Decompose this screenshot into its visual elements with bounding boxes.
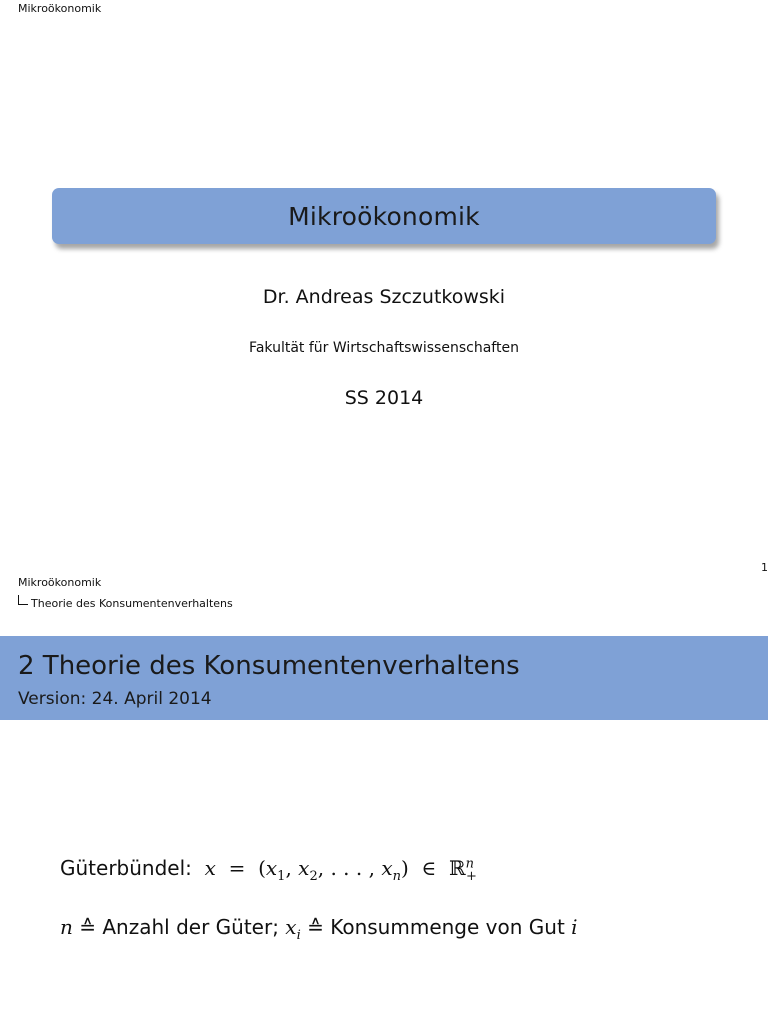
var-i: i [571,915,578,939]
breadcrumb-subsection [18,595,233,610]
corresponds-symbol-2: ≙ [307,915,324,939]
presentation-title: Mikroökonomik [288,201,480,231]
formula-goods-bundle [60,856,477,884]
version-label: Version: 24. April 2014 [18,689,212,709]
section-title: 2 Theorie des Konsumentenverhaltens [18,651,520,681]
definition-text-b: Konsummenge von Gut [330,915,565,939]
slide-header-breadcrumb: Mikroökonomik [18,576,102,589]
var-xi: $x_i$ [285,915,301,943]
definition-text-a: Anzahl der Güter; [102,915,279,939]
formula-math: $x = (x_1$, $x_2$, . . . , $x_n$) ∈ ℝ$^n_+$ [204,856,477,884]
title-box [52,188,716,244]
definition-line [60,915,578,943]
formula-label: Güterbündel: [60,856,192,880]
term: SS 2014 [344,387,424,409]
slide-header: Mikroökonomik [18,2,102,15]
page-number: 1 [761,561,768,574]
author: Dr. Andreas Szczutkowski [262,286,506,308]
var-n: n [60,915,73,939]
corresponds-symbol: ≙ [79,915,97,939]
institution: Fakultät für Wirtschaftswissenschaften [249,340,519,356]
tree-corner-icon [18,595,28,605]
breadcrumb-subsection-label: Theorie des Konsumentenverhaltens [31,597,233,610]
